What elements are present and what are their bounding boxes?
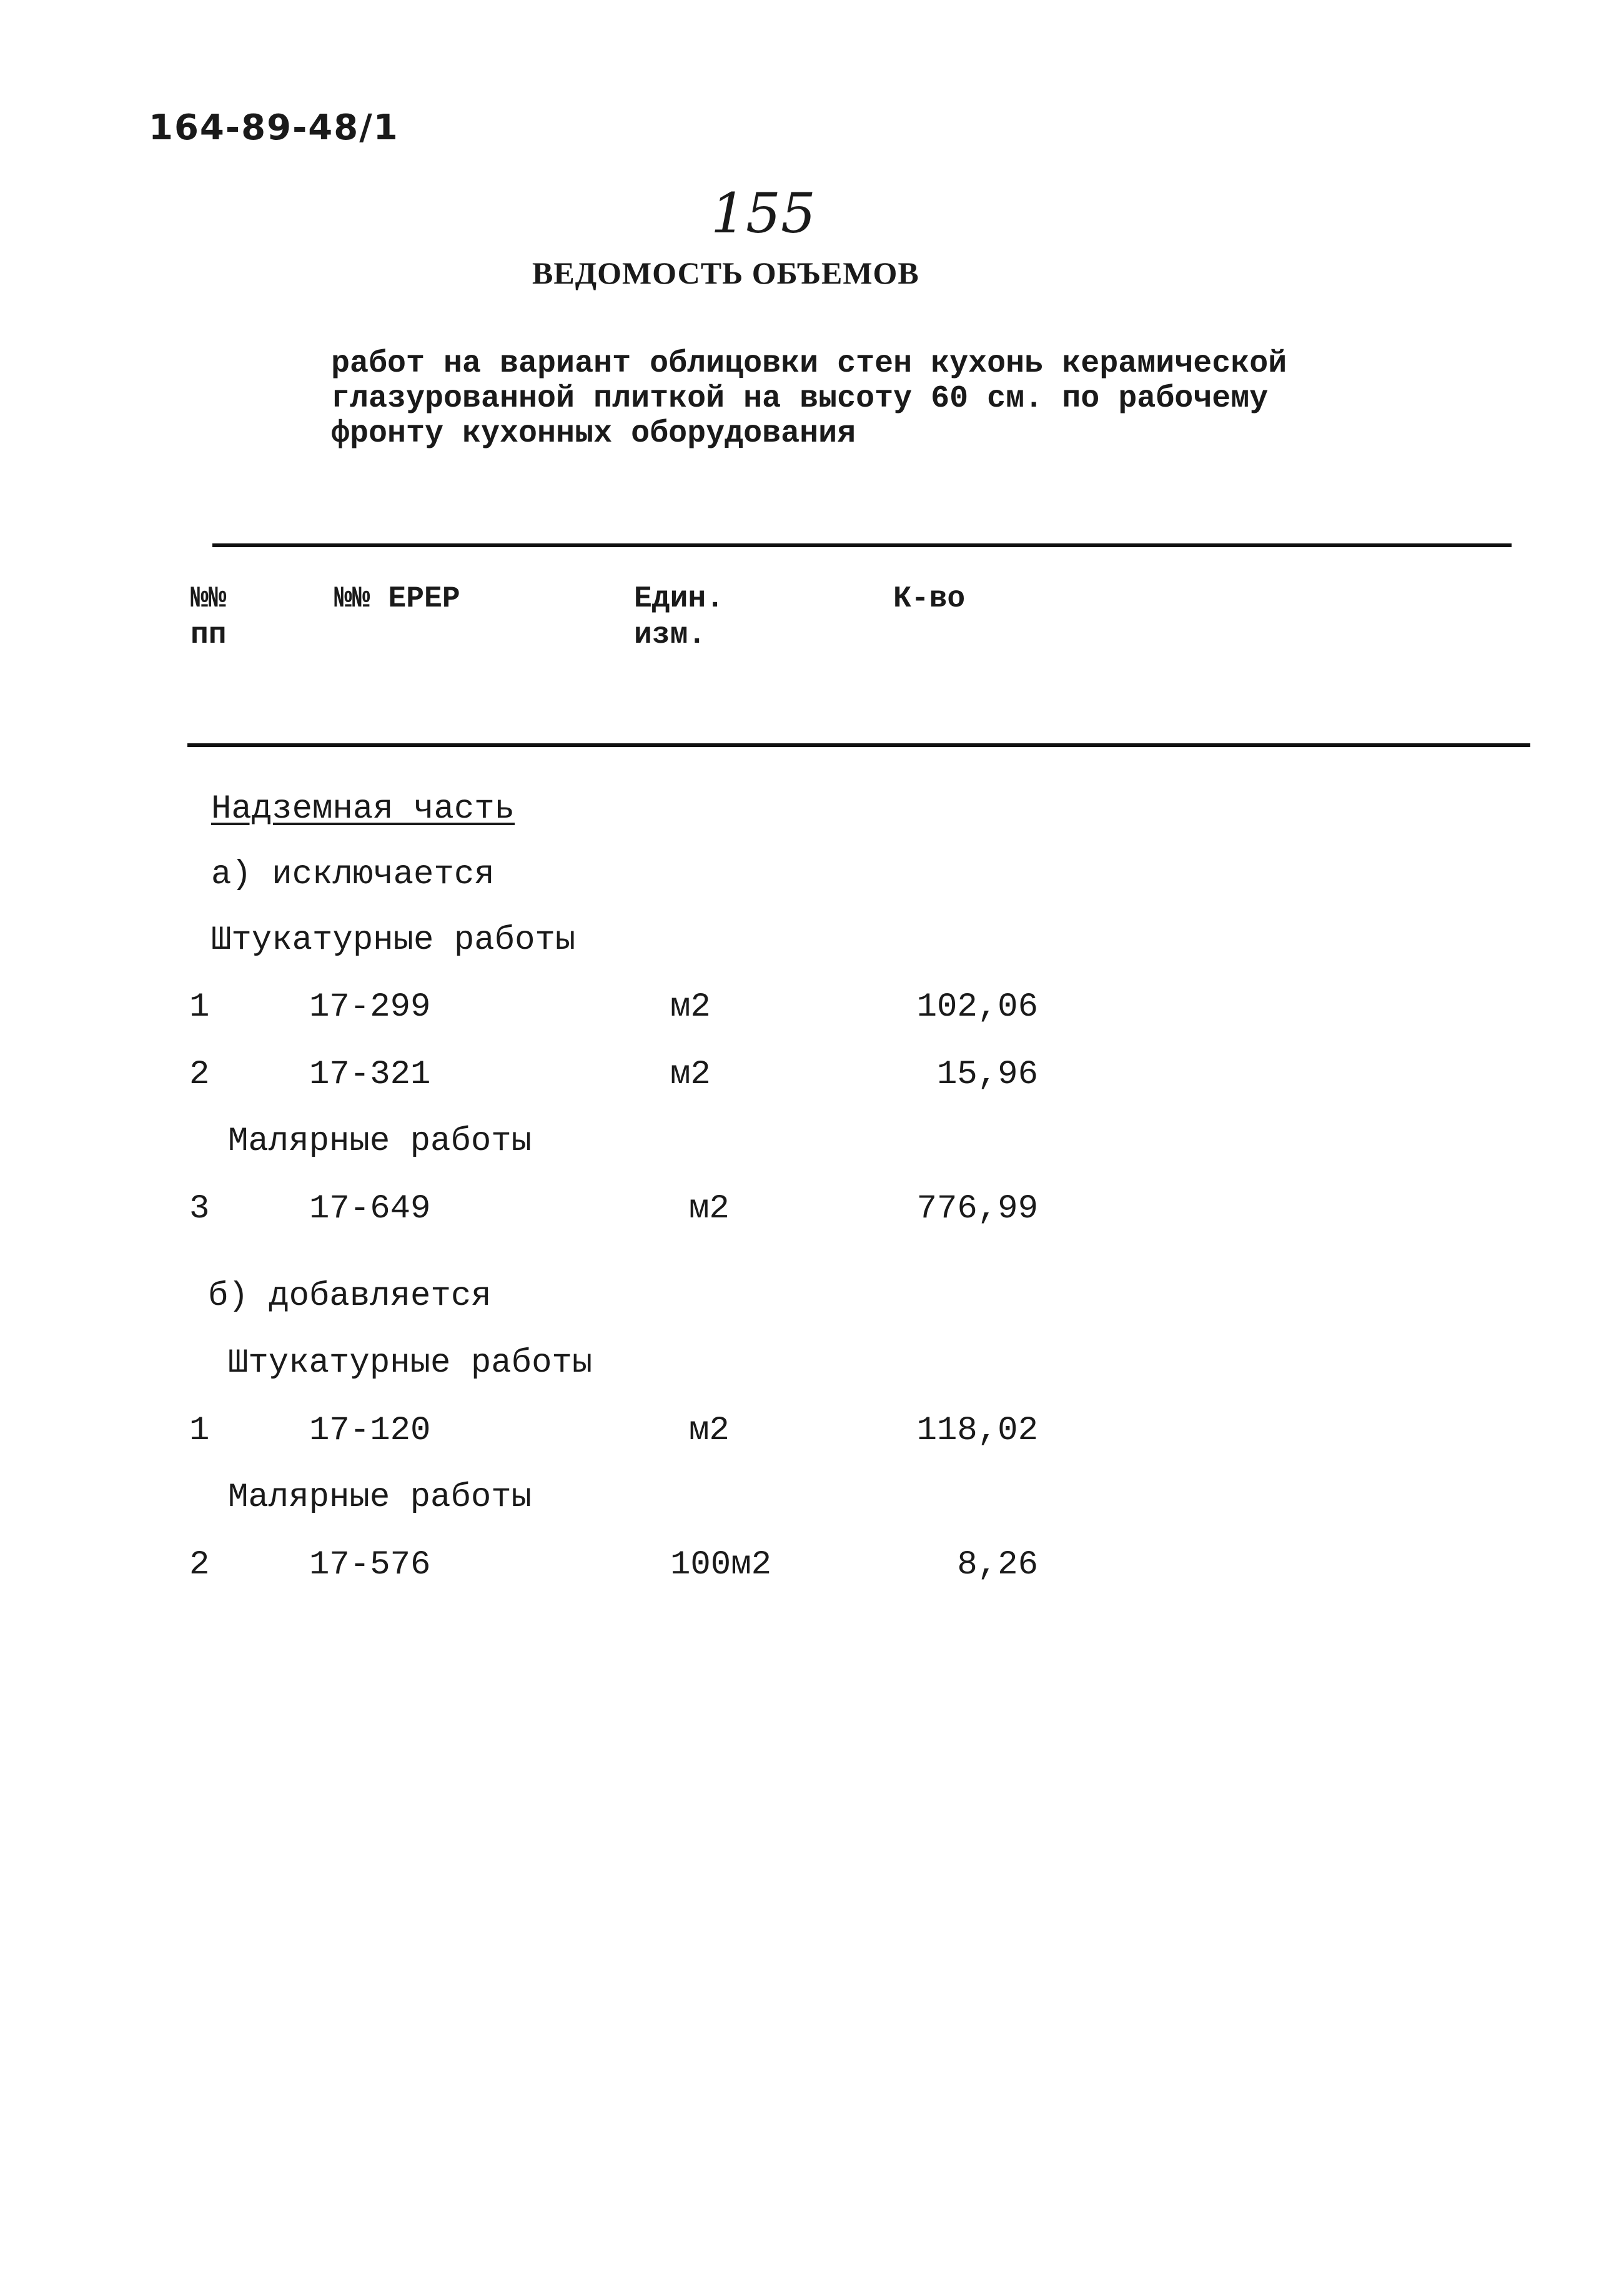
group-name: Штукатурные работы xyxy=(228,1344,593,1382)
row-code: 17-649 xyxy=(309,1190,431,1228)
table-header-rule xyxy=(187,743,1530,747)
group-name: Малярные работы xyxy=(228,1478,532,1517)
document-subtitle xyxy=(331,347,1287,452)
group-name: Малярные работы xyxy=(228,1122,532,1161)
section-title: Надземная часть xyxy=(211,790,515,828)
row-number: 3 xyxy=(189,1190,210,1228)
row-quantity: 118,02 xyxy=(916,1412,1038,1450)
header-col-unit: Един. изм. xyxy=(634,582,725,652)
header-col-quantity: К-во xyxy=(893,582,966,616)
row-quantity: 776,99 xyxy=(916,1190,1038,1228)
subtitle-line: фронту кухонных оборудования xyxy=(331,416,856,452)
table-top-rule xyxy=(212,543,1512,547)
row-quantity: 8,26 xyxy=(957,1546,1038,1584)
document-title: ВЕДОМОСТЬ ОБЪЕМОВ xyxy=(532,255,919,290)
row-unit: м2 xyxy=(670,1056,711,1094)
row-unit: м2 xyxy=(670,988,711,1026)
document-code: 164-89-48/1 xyxy=(149,107,399,148)
row-number: 1 xyxy=(189,1412,210,1450)
row-unit: 100м2 xyxy=(670,1546,772,1584)
subtitle-line: глазурованной плиткой на высоту 60 см. по рабочему xyxy=(331,381,1269,417)
row-number: 1 xyxy=(189,988,210,1026)
row-number: 2 xyxy=(189,1546,210,1584)
row-number: 2 xyxy=(189,1056,210,1094)
row-unit: м2 xyxy=(689,1190,730,1228)
row-unit: м2 xyxy=(689,1412,730,1450)
row-code: 17-576 xyxy=(309,1546,431,1584)
part-a-label: а) исключается xyxy=(211,856,495,894)
header-col-erer: №№ ЕРЕР xyxy=(334,582,460,616)
row-code: 17-321 xyxy=(309,1056,431,1094)
row-code: 17-120 xyxy=(309,1412,431,1450)
page-number: 155 xyxy=(711,181,816,245)
header-col-number: №№ пп xyxy=(191,582,227,652)
subtitle-line: работ на вариант облицовки стен кухонь керамической xyxy=(331,346,1287,382)
part-b-label: б) добавляется xyxy=(208,1277,492,1315)
row-quantity: 102,06 xyxy=(916,988,1038,1026)
row-code: 17-299 xyxy=(309,988,431,1026)
group-name: Штукатурные работы xyxy=(211,921,576,959)
row-quantity: 15,96 xyxy=(936,1056,1038,1094)
